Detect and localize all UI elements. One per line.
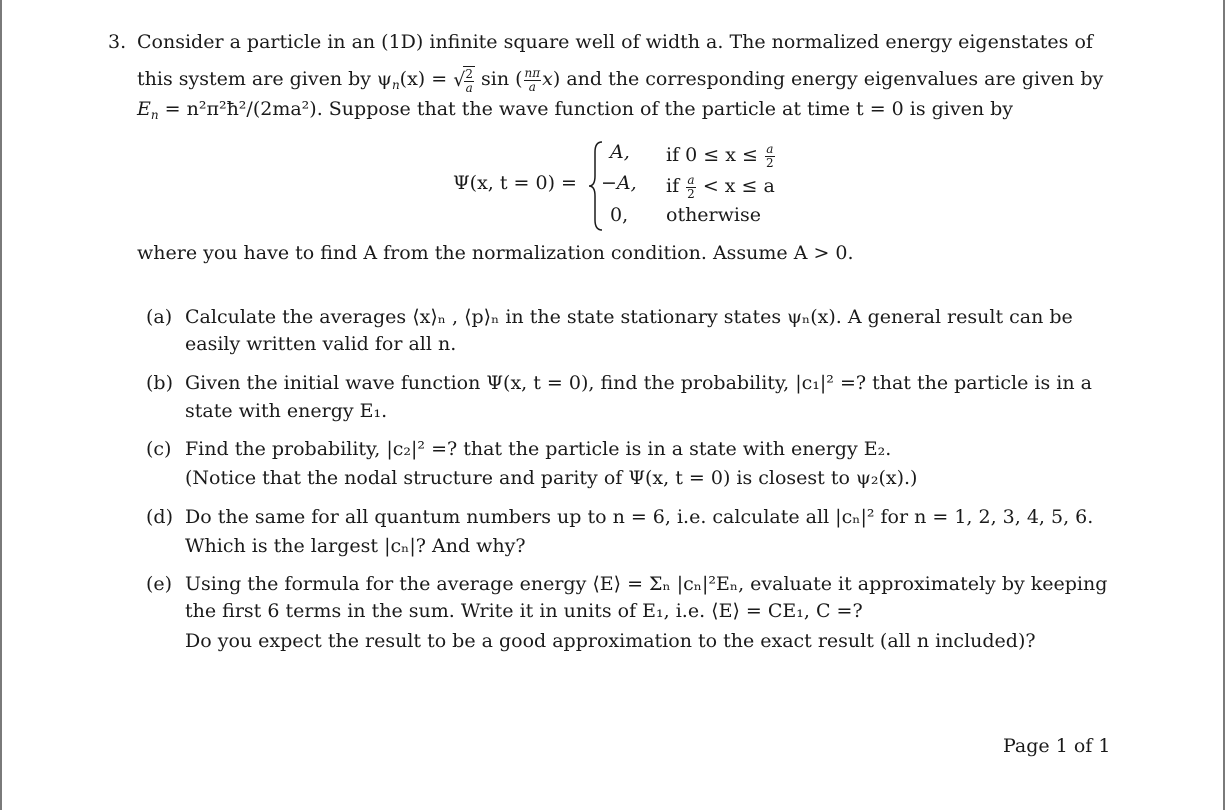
page-number: Page 1 of 1: [1003, 735, 1111, 757]
case2-value: −A,: [601, 172, 637, 194]
part-e-label: (e): [146, 573, 173, 595]
line3-E: E: [137, 98, 151, 120]
problem-line-3: [137, 100, 1013, 121]
part-b-label: (b): [146, 372, 173, 394]
part-e-line-2: the first 6 terms in the sum. Write it in units of E₁, i.e. ⟨E⟩ = CE₁, C =?: [185, 600, 863, 622]
piecewise-lhs: Ψ(x, t = 0) =: [453, 172, 577, 194]
problem-number: 3.: [108, 31, 127, 53]
problem-line-1: Consider a particle in an (1D) infinite square well of width a. The normalized energy eigenstates of: [137, 31, 1093, 53]
case1-half-den: 2: [765, 155, 774, 170]
line2-x: (x) =: [399, 68, 448, 91]
case2-half-den: 2: [687, 186, 695, 201]
line2-end: and the corresponding energy eigenvalues are given by: [566, 68, 1104, 91]
part-e-line-3: Do you expect the result to be a good approximation to the exact result (all n included)?: [185, 630, 1036, 652]
part-a-line-2: easily written valid for all n.: [185, 333, 457, 355]
part-d-label: (d): [146, 506, 173, 528]
line3-rest: = n²π²ħ²/(2ma²). Suppose that the wave function of the particle at time t = 0 is given by: [164, 98, 1014, 120]
sin-frac-numerator: nπ: [524, 66, 541, 80]
case2-condition: [666, 174, 775, 200]
part-b-line-2: state with energy E₁.: [185, 400, 388, 422]
part-a-line-1: Calculate the averages ⟨x⟩ₙ , ⟨p⟩ₙ in the state stationary states ψₙ(x). A general result can be: [185, 306, 1073, 328]
part-d-line-2: Which is the largest |cₙ|? And why?: [185, 535, 526, 557]
case2-cond-suffix: < x ≤ a: [702, 175, 775, 198]
sqrt-numerator: 2: [465, 67, 473, 81]
part-e-line-1: Using the formula for the average energy ⟨E⟩ = Σₙ |cₙ|²Eₙ, evaluate it approximately by keeping: [185, 573, 1108, 595]
line2-start: this system are given by ψ: [137, 68, 392, 91]
case3-condition: otherwise: [666, 204, 761, 226]
part-c-label: (c): [146, 438, 172, 460]
sqrt-expression: √ $\frac{2}{a}$: [453, 67, 473, 95]
problem-line-2: this system are given by $\psi_n(x)$ = √ $\frac{2}{a}$ sin ( $\frac{n\pi}{a}$ x) and the corresponding energy eigenvalues are given by: [137, 66, 1104, 95]
case2-half-num: a: [687, 173, 695, 187]
sqrt-denominator: a: [465, 80, 473, 95]
line3-subscript: n: [150, 108, 159, 122]
case1-condition: [666, 143, 776, 169]
part-a-label: (a): [146, 306, 173, 328]
case1-half-num: a: [766, 142, 774, 156]
case3-value: 0,: [610, 204, 629, 226]
line2-subscript: n: [391, 78, 400, 93]
case1-value: A,: [610, 141, 630, 163]
part-d-line-1: Do the same for all quantum numbers up to n = 6, i.e. calculate all |cₙ|² for n = 1, 2, 3, 4, 5, 6.: [185, 506, 1094, 528]
part-c-line-2: (Notice that the nodal structure and parity of Ψ(x, t = 0) is closest to ψ₂(x).): [185, 467, 918, 489]
case1-cond-prefix: if 0 ≤ x ≤: [666, 144, 758, 167]
page-border-left: [0, 0, 2, 810]
part-c-line-1: Find the probability, |c₂|² =? that the particle is in a state with energy E₂.: [185, 438, 892, 460]
after-piecewise-text: where you have to find A from the normalization condition. Assume A > 0.: [137, 242, 854, 264]
sin-frac-denominator: a: [528, 79, 536, 94]
part-b-line-1: Given the initial wave function Ψ(x, t = 0), find the probability, |c₁|² =? that the particle is in a: [185, 372, 1092, 394]
sin-label: sin: [481, 68, 510, 91]
case2-cond-if: if: [666, 175, 680, 198]
